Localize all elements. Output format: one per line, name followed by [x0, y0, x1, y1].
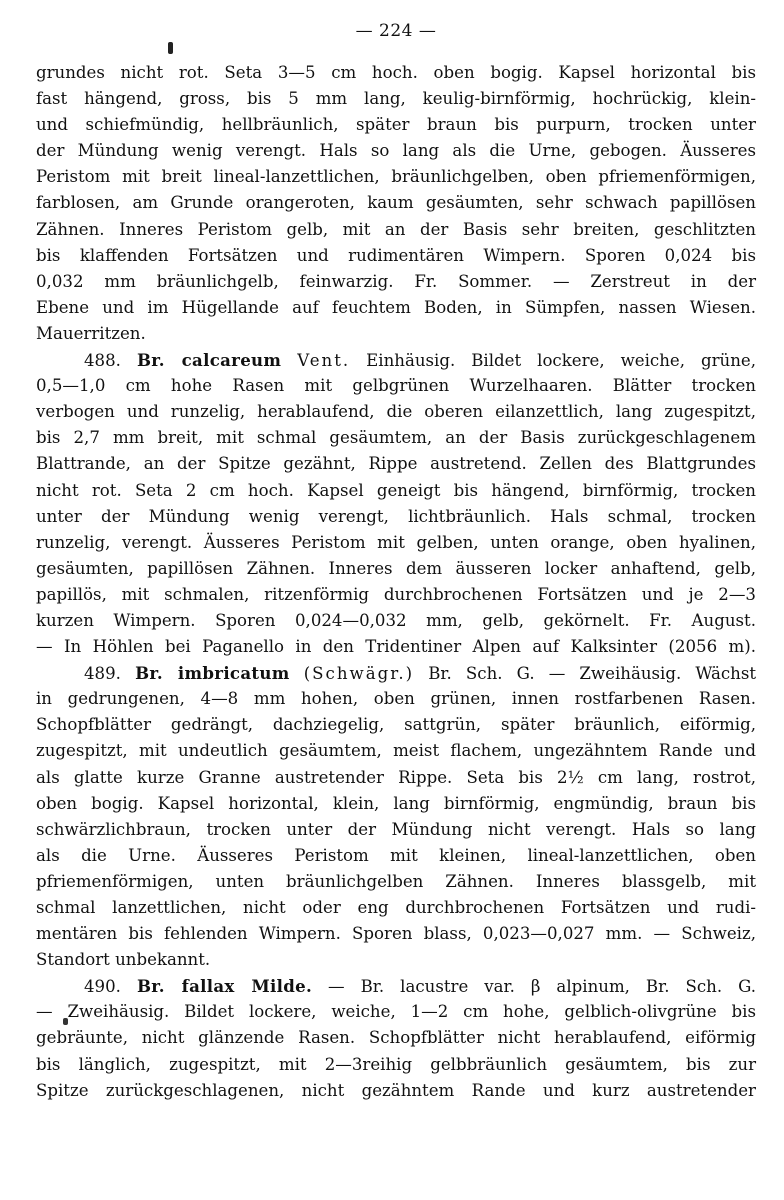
text-line: bis 2,7 mm breit, mit schmal gesäumtem, an der Basis zurückgeschlagenem — [36, 428, 756, 448]
text-line: nicht rot. Seta 2 cm hoch. Kapsel geneigt bis hängend, birnförmig, trocken — [36, 480, 756, 500]
text-line: bis klaffenden Fortsätzen und rudimentären Wimpern. Sporen 0,024 bis — [36, 245, 756, 265]
text-line: schmal lanzettlichen, nicht oder eng durchbrochenen Fortsätzen und rudi- — [36, 898, 756, 917]
entry-text: — Br. lacustre var. β alpinum, Br. Sch. G. — [328, 977, 757, 997]
entry-text: Br. Sch. G. — Zweihäusig. Wächst — [428, 664, 757, 684]
text-line: unter der Mündung wenig verengt, lichtbräunlich. Hals schmal, trocken — [36, 506, 756, 526]
text-line: farblosen, am Grunde orangeroten, kaum gesäumten, sehr schwach papillösen — [36, 193, 756, 213]
text-line: in gedrungenen, 4—8 mm hohen, oben grünen, innen rostfarbenen Rasen. — [36, 689, 756, 709]
text-line: kurzen Wimpern. Sporen 0,024—0,032 mm, gelb, gekörnelt. Fr. August. — [36, 610, 756, 630]
text-line: Standort unbekannt. — [36, 950, 211, 970]
text-line: schwärzlichbraun, trocken unter der Mündung nicht verengt. Hals so lang — [36, 819, 756, 839]
entry-number: 488. — [84, 351, 121, 371]
text-line: fast hängend, gross, bis 5 mm lang, keulig-birnförmig, hochrückig, klein- — [36, 89, 756, 109]
text-line: als glatte kurze Granne austretender Rippe. Seta bis 2½ cm lang, rostrot, — [36, 767, 756, 787]
species-name: Br. fallax Milde. — [136, 976, 313, 997]
page-number: — 224 — — [355, 21, 437, 41]
text-line: als die Urne. Äusseres Peristom mit kleinen, lineal-lanzettlichen, oben — [36, 845, 756, 865]
text-line: runzelig, verengt. Äusseres Peristom mit gelben, unten orange, oben hyalinen, — [36, 532, 756, 552]
entry-number: 489. — [84, 664, 121, 684]
entry-text: Einhäusig. Bildet lockere, weiche, grüne, — [366, 351, 757, 371]
species-name: Br. calcareum — [136, 350, 282, 371]
document-page — [36, 18, 756, 48]
ink-mark — [168, 42, 173, 54]
text-line: — Zweihäusig. Bildet lockere, weiche, 1—2 cm hohe, gelblich-olivgrüne bis — [36, 1002, 756, 1022]
text-line: 0,5—1,0 cm hohe Rasen mit gelbgrünen Wurzelhaaren. Blätter trocken — [36, 376, 756, 396]
text-line: 0,032 mm bräunlichgelb, feinwarzig. Fr. Sommer. — Zerstreut in der — [36, 271, 756, 291]
text-line: mentären bis fehlenden Wimpern. Sporen blass, 0,023—0,027 mm. — Schweiz, — [36, 924, 756, 944]
text-line: gesäumten, papillösen Zähnen. Inneres dem äusseren locker anhaftend, gelb, — [36, 558, 756, 578]
text-line: zugespitzt, mit undeutlich gesäumtem, meist flachem, ungezähntem Rande und — [36, 741, 756, 761]
entry-number: 490. — [84, 977, 121, 997]
text-line: Schopfblätter gedrängt, dachziegelig, sattgrün, später bräunlich, eiförmig, — [36, 715, 756, 735]
entry-first-line — [36, 347, 756, 373]
species-entry-490 — [36, 973, 756, 1103]
entry-first-line — [36, 973, 756, 999]
text-line: Blattrande, an der Spitze gezähnt, Rippe austretend. Zellen des Blattgrundes — [36, 454, 756, 474]
text-line: und schiefmündig, hellbräunlich, später braun bis purpurn, trocken unter — [36, 115, 756, 135]
text-line: Peristom mit breit lineal-lanzettlichen, bräunlichgelben, oben pfriemenförmigen, — [36, 167, 756, 187]
species-entry-489 — [36, 660, 756, 973]
species-name: Br. imbricatum — [135, 663, 290, 684]
text-line: Mauerritzen. — [36, 323, 146, 343]
text-line: grundes nicht rot. Seta 3—5 cm hoch. oben bogig. Kapsel horizontal bis — [36, 63, 756, 82]
entry-first-line — [36, 660, 756, 686]
text-line: gebräunte, nicht glänzende Rasen. Schopfblätter nicht herablaufend, eiförmig — [36, 1028, 756, 1048]
text-line: pfriemenförmigen, unten bräunlichgelben Zähnen. Inneres blassgelb, mit — [36, 871, 756, 891]
body-text — [36, 60, 756, 1104]
text-line: der Mündung wenig verengt. Hals so lang als die Urne, gebogen. Äusseres — [36, 141, 756, 161]
text-line: verbogen und runzelig, herablaufend, die oberen eilanzettlich, lang zugespitzt, — [36, 402, 756, 422]
species-author: (Schwägr.) — [303, 664, 415, 684]
species-entry-488 — [36, 347, 756, 660]
text-line: papillös, mit schmalen, ritzenförmig durchbrochenen Fortsätzen und je 2—3 — [36, 584, 756, 604]
text-line: — In Höhlen bei Paganello in den Tridentiner Alpen auf Kalksinter (2056 m). — [36, 637, 756, 657]
text-line: Ebene und im Hügellande auf feuchtem Boden, in Sümpfen, nassen Wiesen. — [36, 297, 756, 317]
species-author: Vent. — [297, 351, 351, 371]
text-line: Spitze zurückgeschlagenen, nicht gezähntem Rande und kurz austretender — [36, 1080, 756, 1100]
text-line: Zähnen. Inneres Peristom gelb, mit an der Basis sehr breiten, geschlitzten — [36, 219, 756, 239]
paragraph-continuation — [36, 60, 756, 347]
text-line: oben bogig. Kapsel horizontal, klein, lang birnförmig, engmündig, braun bis — [36, 793, 756, 813]
text-line: bis länglich, zugespitzt, mit 2—3reihig gelbbräunlich gesäumtem, bis zur — [36, 1054, 756, 1074]
